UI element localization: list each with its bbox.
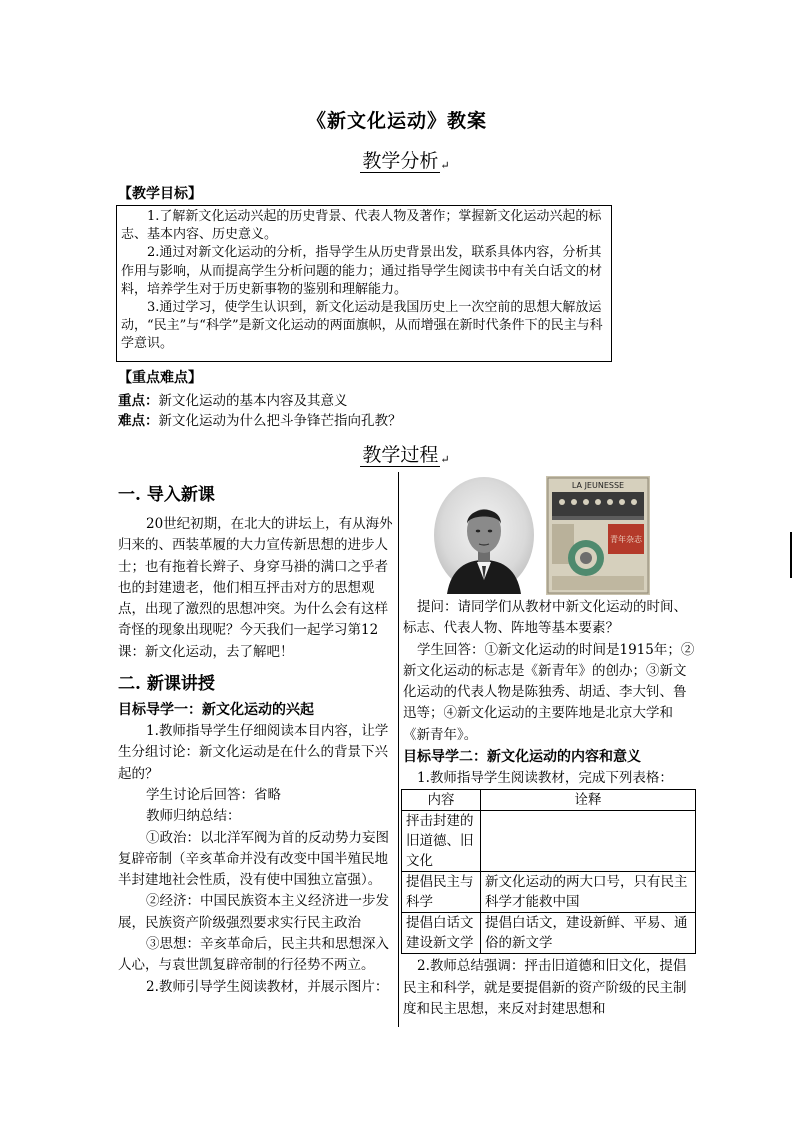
- heading-new-lesson: 二. 新课讲授: [118, 674, 215, 695]
- table-cell: [481, 811, 696, 872]
- goal-item: 2.通过对新文化运动的分析，指导学生从历史背景出发，联系具体内容，分析其作用与影响，从而提高学生分析问题的能力；通过指导学生阅读书中有关白话文的材料，培养学生对于历史新事物的鉴别和理解能力。: [121, 245, 603, 297]
- paragraph: 1.教师指导学生仔细阅读本目内容，让学生分组讨论：新文化运动是在什么的背景下兴起的？: [118, 723, 389, 782]
- column-divider: [398, 472, 399, 1027]
- question-paragraph: 提问：请同学们从教材中新文化运动的时间、标志、代表人物、阵地等基本要素？: [403, 599, 687, 637]
- summary-paragraph: 2.教师总结强调：抨击旧道德和旧文化，提倡民主和科学，就是要提倡新的资产阶级的民主制度和民主思想，来反对封建思想和: [403, 958, 687, 1017]
- table-header-cell: 内容: [402, 790, 481, 811]
- goals-box: [116, 205, 612, 362]
- key-point: 重点：新文化运动的基本内容及其意义: [118, 393, 348, 409]
- content-table: [401, 789, 696, 954]
- key-label: 【重点难点】: [118, 370, 202, 386]
- answer-paragraph: 学生回答：①新文化运动的时间是1915年；②新文化运动的标志是《新青年》的创办；③新文化运动的代表人物是陈独秀、胡适、李大钊、鲁迅等；④新文化运动的主要阵地是北京大学和《新青年》。: [403, 641, 695, 743]
- paragraph: ②经济：中国民族资本主义经济进一步发展，民族资产阶级强烈要求实行民主政治: [118, 893, 389, 931]
- section-heading-process: 教学过程 ↵: [362, 444, 450, 466]
- paragraph: 教师归纳总结：: [146, 808, 241, 825]
- table-header-row: [402, 790, 696, 811]
- right-column: [403, 597, 698, 1020]
- table-header-cell: 诠释: [481, 790, 696, 811]
- heading-goal-1: 目标导学一：新文化运动的兴起: [118, 702, 314, 719]
- paragraph-mark-icon: ↵: [440, 159, 450, 172]
- paragraph-mark-icon: ↵: [440, 453, 450, 466]
- magazine-cover-image: [546, 476, 650, 595]
- goal-item: 3.通过学习，使学生认识到，新文化运动是我国历史上一次空前的思想大解放运动，“民主”与“科学”是新文化运动的两面旗帜，从而增强在新时代条件下的民主与科学意识。: [121, 300, 603, 352]
- heading-intro: 一. 导入新课: [118, 485, 215, 505]
- table-cell: 提倡白话文建设新文学: [402, 913, 481, 954]
- document-title: 《新文化运动》教案: [306, 110, 487, 132]
- table-row: [402, 872, 696, 913]
- table-cell: 提倡白话文，建设新鲜、平易、通俗的新文学: [481, 913, 696, 954]
- paragraph: 2.教师引导学生阅读教材，并展示图片：: [146, 978, 389, 995]
- goal-item: 1.了解新文化运动兴起的历史背景、代表人物及著作；掌握新文化运动兴起的标志、基本内容、历史意义。: [121, 209, 602, 243]
- paragraph: ①政治：以北洋军阀为首的反动势力妄图复辟帝制（辛亥革命并没有改变中国半殖民地半封建地社会性质，没有使中国独立富强）。: [118, 829, 389, 889]
- heading-goal-2: 目标导学二：新文化运动的内容和意义: [403, 749, 641, 766]
- intro-paragraph: 20世纪初期，在北大的讲坛上，有从海外归来的、西装革履的大力宣传新思想的进步人士；也有拖着长辫子、身穿马褂的满口之乎者也的封建遗老，他们相互抨击对方的思想观点，出现了激烈的思想冲突。为什么会有这样奇怪的现象出现呢？今天我们一起学习第12课：新文化运动，去了解吧！: [118, 516, 393, 660]
- table-cell: 抨击封建的旧道德、旧文化: [402, 811, 481, 872]
- table-row: [402, 811, 696, 872]
- table-row: [402, 913, 696, 954]
- table-cell: 新文化运动的两大口号，只有民主科学才能救中国: [481, 872, 696, 913]
- left-column: [118, 482, 393, 998]
- portrait-photo: [433, 476, 535, 594]
- table-intro: 1.教师指导学生阅读教材，完成下列表格：: [417, 770, 673, 787]
- table-cell: 提倡民主与科学: [402, 872, 481, 913]
- cover-title-text: LA JEUNESSE: [571, 481, 625, 490]
- cover-magazine-name: 青年杂志: [610, 535, 642, 544]
- paragraph: 学生讨论后回答：省略: [146, 786, 281, 803]
- paragraph: ③思想：辛亥革命后，民主共和思想深入人心，与袁世凯复辟帝制的行径势不两立。: [118, 936, 389, 974]
- margin-marker: [790, 532, 792, 578]
- difficulty: 难点：新文化运动为什么把斗争锋芒指向孔教？: [118, 413, 402, 429]
- section-heading-analysis: 教学分析 ↵: [362, 150, 450, 172]
- goals-label: 【教学目标】: [118, 186, 202, 202]
